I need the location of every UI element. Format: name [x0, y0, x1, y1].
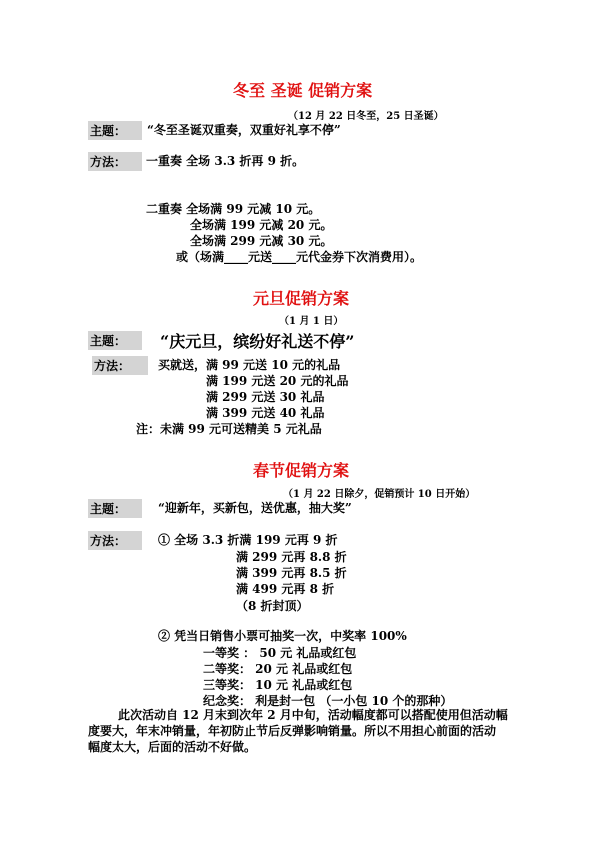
spring-method-5: （8 折封顶） [236, 599, 309, 613]
winter-theme-label: 主题： [88, 121, 142, 140]
winter-title: 冬至 圣诞 促销方案 [233, 81, 373, 100]
newyear-method-label: 方法： [92, 356, 148, 375]
spring-paragraph-1: 此次活动自 12 月末到次年 2 月中旬，活动幅度都可以搭配使用但活动幅 [118, 708, 508, 722]
winter-line-5: 或（场满____元送____元代金券下次消费用）。 [176, 250, 423, 264]
newyear-line-1: 买就送，满 99 元送 10 元的礼品 [158, 358, 341, 372]
spring-prize-1: 一等奖 ： 50 元 礼品或红包 [203, 646, 357, 660]
winter-line-2: 二重奏 全场满 99 元减 10 元。 [146, 202, 321, 216]
spring-method-4: 满 499 元再 8 折 [236, 582, 335, 596]
newyear-theme-label: 主题： [88, 331, 142, 350]
spring-prize-intro: ② 凭当日销售小票可抽奖一次，中奖率 100% [158, 629, 407, 643]
spring-prize-4: 纪念奖： 利是封一包 （一小包 10 个的那种） [203, 694, 453, 708]
spring-prize-2: 二等奖： 20 元 礼品或红包 [203, 662, 353, 676]
spring-method-1: ① 全场 3.3 折满 199 元再 9 折 [158, 533, 338, 547]
winter-method-label: 方法： [88, 152, 142, 171]
winter-line-1: 一重奏 全场 3.3 折再 9 折。 [146, 154, 305, 168]
spring-paragraph-2: 度要大，年末冲销量，年初防止节后反弹影响销量。所以不用担心前面的活动 [88, 724, 497, 738]
newyear-title: 元旦促销方案 [253, 289, 350, 308]
winter-line-3: 全场满 199 元减 20 元。 [190, 218, 333, 232]
spring-method-3: 满 399 元再 8.5 折 [236, 566, 347, 580]
spring-subtitle: （1 月 22 日除夕，促销预计 10 日开始） [283, 489, 476, 500]
newyear-line-4: 满 399 元送 40 礼品 [206, 406, 325, 420]
winter-subtitle: （12 月 22 日冬至，25 日圣诞） [288, 111, 444, 122]
newyear-line-3: 满 299 元送 30 礼品 [206, 390, 325, 404]
spring-title: 春节促销方案 [253, 461, 350, 480]
newyear-theme: “庆元旦，缤纷好礼送不停” [160, 332, 355, 351]
spring-prize-3: 三等奖： 10 元 礼品或红包 [203, 678, 353, 692]
newyear-line-2: 满 199 元送 20 元的礼品 [206, 374, 349, 388]
winter-theme: “冬至圣诞双重奏，双重好礼享不停” [147, 123, 341, 137]
spring-method-2: 满 299 元再 8.8 折 [236, 550, 347, 564]
spring-theme: “迎新年，买新包，送优惠，抽大奖” [158, 501, 352, 515]
newyear-subtitle: （1 月 1 日） [279, 316, 344, 327]
newyear-note: 注：未满 99 元可送精美 5 元礼品 [136, 422, 322, 436]
spring-method-label: 方法： [88, 531, 142, 550]
winter-line-4: 全场满 299 元减 30 元。 [190, 234, 333, 248]
spring-paragraph-3: 幅度太大，后面的活动不好做。 [88, 740, 257, 754]
spring-theme-label: 主题： [88, 499, 142, 518]
